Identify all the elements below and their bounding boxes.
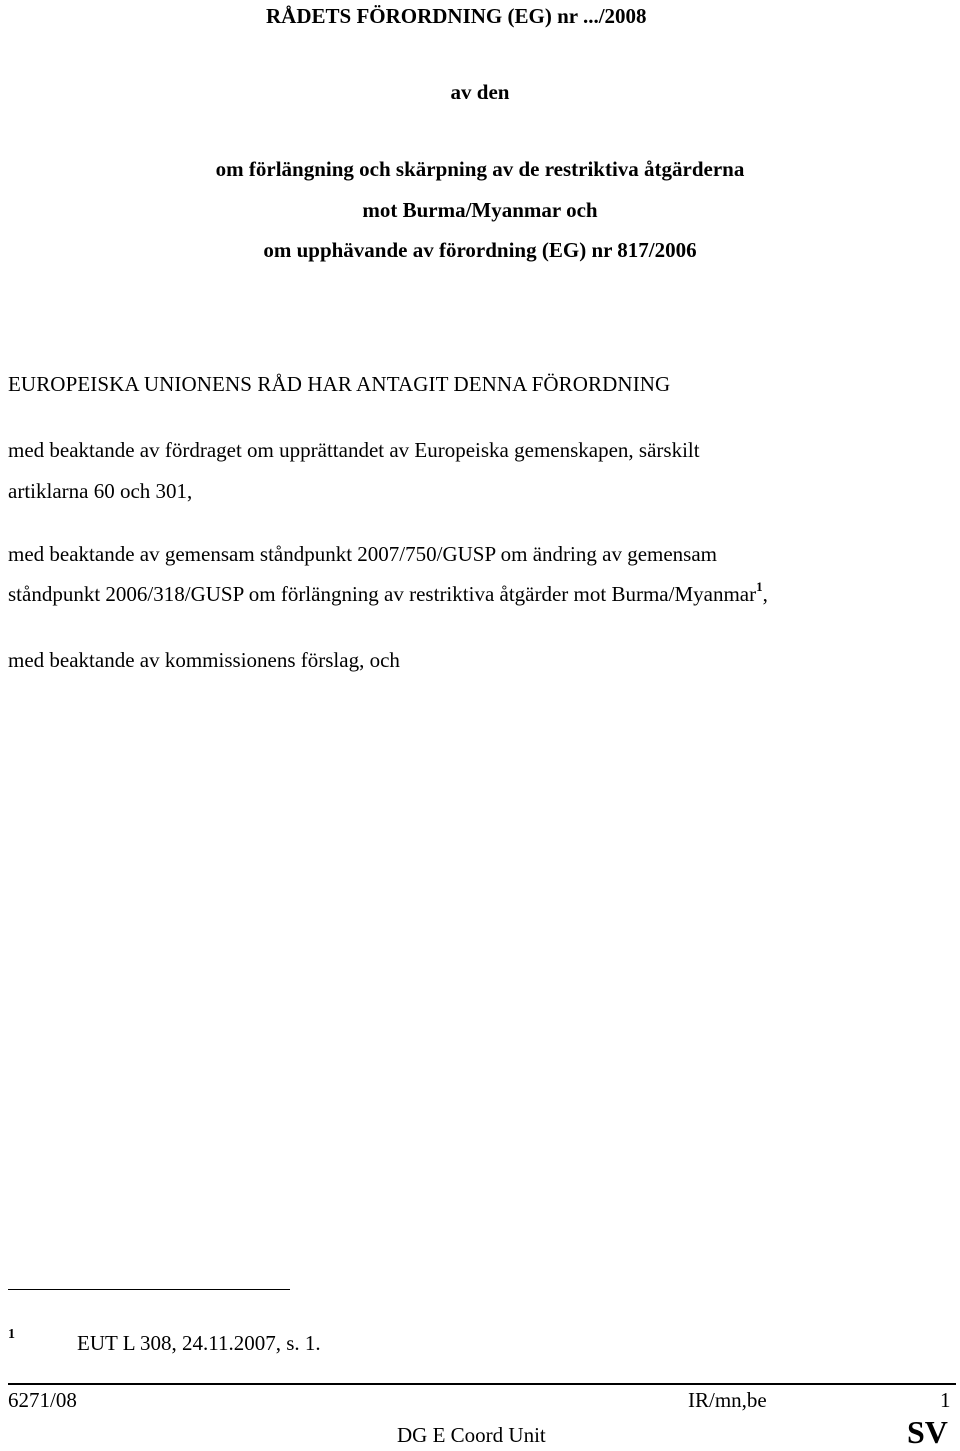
recital-1-line-2: artiklarna 60 och 301,	[8, 479, 193, 503]
footnote-text: EUT L 308, 24.11.2007, s. 1.	[77, 1331, 321, 1355]
recital-3: med beaktande av kommissionens förslag, och	[8, 648, 400, 672]
recital-2-line-2-end: ,	[762, 582, 768, 606]
recital-2-line-1: med beaktande av gemensam ståndpunkt 2007/750/GUSP om ändring av gemensam	[8, 542, 717, 566]
footer-language-code: SV	[907, 1414, 948, 1450]
recital-2-line-2	[8, 579, 768, 607]
footer-initials: IR/mn,be	[688, 1388, 767, 1412]
footer-unit: DG E Coord Unit	[397, 1423, 546, 1447]
footer-page-number: 1	[940, 1388, 951, 1412]
footer-separator	[8, 1383, 956, 1385]
recital-1-line-1: med beaktande av fördraget om upprättandet av Europeiska gemenskapen, särskilt	[8, 438, 700, 462]
footer-doc-number: 6271/08	[8, 1388, 77, 1412]
document-title: RÅDETS FÖRORDNING (EG) nr .../2008	[266, 4, 647, 28]
recital-2-line-2-text: ståndpunkt 2006/318/GUSP om förlängning av restriktiva åtgärder mot Burma/Myanmar	[8, 582, 757, 606]
subtitle-line-2: mot Burma/Myanmar och	[362, 198, 598, 222]
footnote-separator	[8, 1289, 290, 1290]
subtitle-line-3: om upphävande av förordning (EG) nr 817/2006	[263, 238, 697, 262]
enacting-heading: EUROPEISKA UNIONENS RÅD HAR ANTAGIT DENNA FÖRORDNING	[8, 372, 671, 396]
date-line: av den	[450, 80, 510, 104]
footnote-number: 1	[8, 1327, 15, 1342]
footnote-reference[interactable]: 1	[756, 579, 763, 594]
subtitle-line-1: om förlängning och skärpning av de restriktiva åtgärderna	[215, 157, 745, 181]
